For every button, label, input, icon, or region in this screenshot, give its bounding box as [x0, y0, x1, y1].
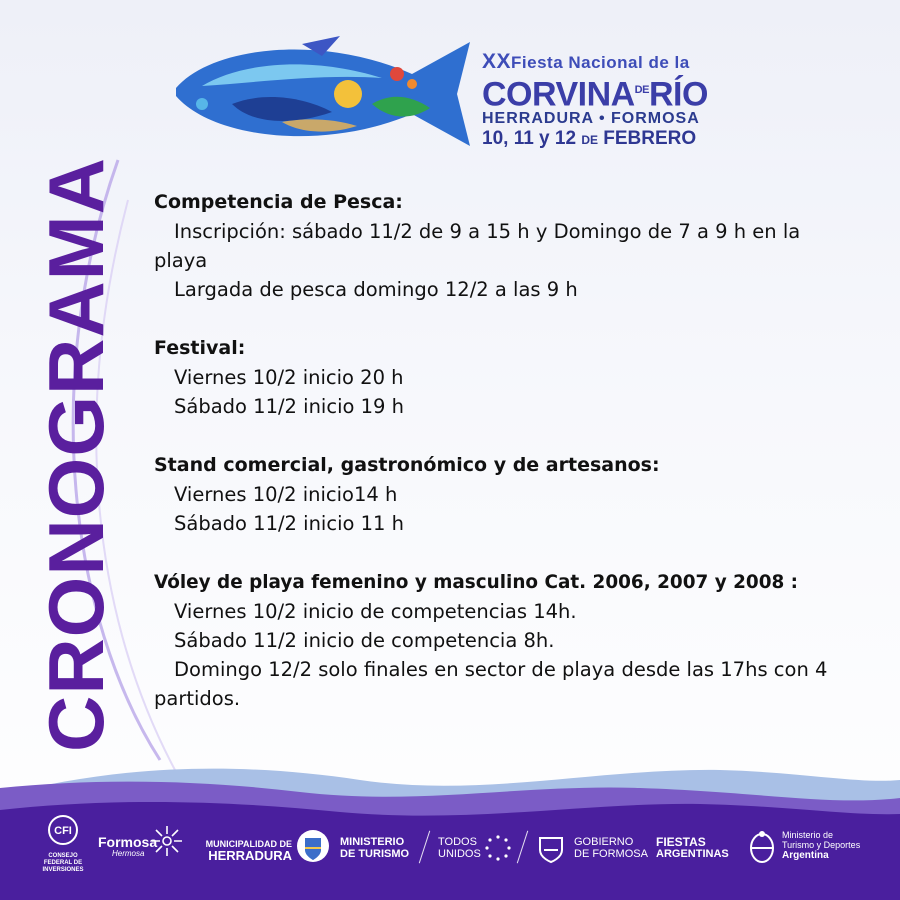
schedule-line: Largada de pesca domingo 12/2 a las 9 h — [174, 278, 578, 301]
municipalidad-logo — [196, 838, 292, 862]
section-heading: Festival: — [154, 337, 246, 359]
ministerio-line1: MINISTERIO — [340, 836, 405, 848]
event-name-main: CORVINA — [482, 75, 635, 114]
section-pesca — [154, 188, 854, 304]
todos-unidos-logo — [438, 836, 481, 860]
cfi-caption: CONSEJO FEDERAL DE INVERSIONES — [42, 853, 84, 873]
schedule-line: Viernes 10/2 inicio 20 h — [174, 366, 404, 389]
fiestas-line2: ARGENTINAS — [656, 848, 729, 860]
event-name-de: DE — [634, 84, 649, 96]
ministerio-nacion-logo — [782, 830, 860, 862]
event-dates-de: DE — [581, 133, 598, 148]
formosa-subtitle: Hermosa — [112, 849, 145, 858]
schedule — [154, 188, 854, 743]
event-dates-month: FEBRERO — [603, 128, 697, 150]
stars-circle-icon — [484, 834, 512, 862]
todos-line1: TODOS — [438, 836, 477, 848]
separator — [517, 831, 528, 864]
municipalidad-line1: MUNICIPALIDAD DE — [205, 839, 292, 849]
cfi-circle-icon — [40, 812, 86, 848]
nacion-line1: Ministerio de — [782, 830, 834, 840]
nacion-line2: Turismo y Deportes — [782, 840, 861, 850]
event-title — [482, 50, 742, 150]
schedule-line: Viernes 10/2 inicio14 h — [174, 483, 398, 506]
formosa-shield-icon — [538, 834, 564, 864]
event-edition-line — [482, 50, 742, 74]
edition-number: XX — [482, 50, 512, 73]
formosa-wordmark: Formosa — [98, 834, 158, 850]
edition-label: Fiesta Nacional de la — [511, 53, 690, 72]
cfi-logo — [40, 812, 86, 874]
gobierno-formosa-logo — [574, 836, 648, 860]
schedule-line: Sábado 11/2 inicio 19 h — [174, 395, 404, 418]
schedule-line: Inscripción: sábado 11/2 de 9 a 15 h y Domingo de 7 a 9 h en la playa — [154, 220, 801, 272]
cfi-mark: CFI — [54, 825, 72, 837]
gobierno-line2: DE FORMOSA — [574, 848, 648, 860]
municipal-shield-icon — [296, 826, 330, 866]
schedule-line: Viernes 10/2 inicio de competencias 14h. — [174, 600, 577, 623]
event-name — [482, 74, 742, 114]
event-dates-days: 10, 11 y 12 — [482, 128, 577, 150]
vertical-title: CRONOGRAMA — [32, 157, 120, 752]
event-name-tail: RÍO — [648, 75, 708, 114]
event-location: HERRADURA • FORMOSA — [482, 110, 700, 128]
schedule-line: Sábado 11/2 inicio 11 h — [174, 512, 404, 535]
fiestas-argentinas-logo — [656, 836, 729, 860]
argentina-emblem-icon — [748, 828, 776, 866]
schedule-line: Sábado 11/2 inicio de competencia 8h. — [174, 629, 555, 652]
fiestas-line1: FIESTAS — [656, 835, 706, 849]
separator — [419, 831, 430, 864]
section-voley — [154, 568, 854, 713]
section-heading: Competencia de Pesca: — [154, 191, 403, 213]
formosa-logo — [98, 836, 157, 860]
ministerio-line2: DE TURISMO — [340, 848, 410, 860]
flower-icon — [150, 824, 184, 858]
municipalidad-line2: HERRADURA — [208, 848, 292, 863]
section-festival — [154, 334, 854, 421]
section-heading: Vóley de playa femenino y masculino Cat. 2006, 2007 y 2008 : — [154, 572, 799, 593]
section-heading: Stand comercial, gastronómico y de artesanos: — [154, 454, 660, 476]
schedule-line: Domingo 12/2 solo finales en sector de playa desde las 17hs con 4 partidos. — [154, 658, 828, 710]
gobierno-line1: GOBIERNO — [574, 836, 634, 848]
fish-logo — [172, 34, 472, 152]
footer-sponsors — [0, 812, 900, 884]
event-dates — [482, 128, 742, 150]
nacion-line3: Argentina — [782, 850, 829, 861]
section-stand — [154, 451, 854, 538]
todos-line2: UNIDOS — [438, 848, 481, 860]
ministerio-turismo-logo — [340, 836, 409, 860]
